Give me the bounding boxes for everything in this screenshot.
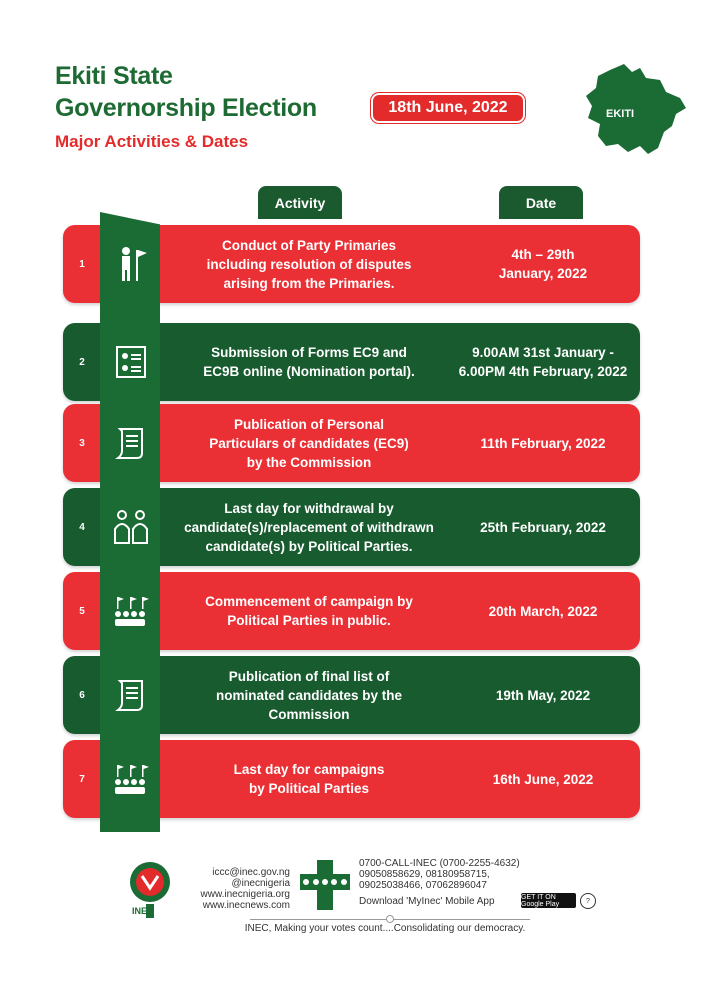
row-date: 20th March, 2022 bbox=[488, 603, 598, 619]
column-header-activity: Activity bbox=[258, 186, 342, 219]
row-activity: Last day for withdrawal by candidate(s)/replacement of withdrawn candidate(s) by Political Parties. bbox=[184, 500, 434, 554]
phone-numbers: 0700-CALL-INEC (0700-2255-4632) 09050858629, 08180958715, 09025038466, 07062896047 bbox=[359, 858, 520, 891]
row-activity: Last day for campaigns by Political Parties bbox=[233, 762, 385, 796]
candidates-icon bbox=[110, 506, 152, 548]
scroll-icon bbox=[110, 674, 152, 716]
row-date: 16th June, 2022 bbox=[492, 771, 594, 787]
title-line-2: Governorship Election bbox=[55, 94, 317, 122]
title-line-1: Ekiti State bbox=[55, 62, 173, 90]
tagline: INEC, Making your votes count....Consolidating our democracy. bbox=[244, 923, 526, 934]
page-subtitle: Major Activities & Dates bbox=[55, 132, 249, 151]
website-link-2[interactable]: www.inecnews.com bbox=[202, 900, 290, 911]
row-number: 4 bbox=[79, 521, 85, 533]
website-link-1[interactable]: www.inecnigeria.org bbox=[200, 889, 290, 900]
email-link[interactable]: iccc@inec.gov.ng bbox=[212, 867, 290, 878]
row-activity: Submission of Forms EC9 and EC9B online (Nomination portal). bbox=[203, 345, 415, 379]
row-number: 7 bbox=[79, 773, 85, 785]
page-title bbox=[55, 60, 317, 124]
crowd-flags-icon bbox=[110, 758, 152, 800]
row-date: 25th February, 2022 bbox=[480, 519, 606, 535]
column-header-date: Date bbox=[499, 186, 583, 219]
election-date-badge: 18th June, 2022 bbox=[371, 93, 525, 123]
row-number: 3 bbox=[79, 437, 85, 449]
row-date: 11th February, 2022 bbox=[480, 435, 606, 451]
social-cross-icon bbox=[300, 860, 350, 910]
row-activity: Publication of Personal Particulars of candidates (EC9) by the Commission bbox=[209, 416, 409, 470]
app-download-text: Download 'MyInec' Mobile App bbox=[359, 896, 495, 907]
row-number: 6 bbox=[79, 689, 85, 701]
row-activity: Conduct of Party Primaries including resolution of disputes arising from the Primaries. bbox=[206, 237, 412, 291]
row-date: 19th May, 2022 bbox=[495, 687, 591, 703]
map-label: EKITI bbox=[606, 108, 635, 120]
row-number: 1 bbox=[79, 258, 85, 270]
scroll-icon bbox=[110, 422, 152, 464]
google-play-button[interactable]: GET IT ON Google Play bbox=[521, 893, 576, 908]
row-number: 5 bbox=[79, 605, 85, 617]
row-activity: Publication of final list of nominated candidates by the Commission bbox=[215, 668, 403, 722]
id-document-icon bbox=[110, 341, 152, 383]
divider-dot bbox=[386, 915, 394, 923]
social-handle[interactable]: @inecnigeria bbox=[231, 878, 290, 889]
person-flag-icon bbox=[110, 243, 152, 285]
help-icon: ? bbox=[580, 893, 596, 909]
row-activity: Commencement of campaign by Political Parties in public. bbox=[205, 594, 413, 628]
inec-label: INEC bbox=[132, 906, 154, 916]
row-number: 2 bbox=[79, 356, 85, 368]
crowd-flags-icon bbox=[110, 590, 152, 632]
row-date: 9.00AM 31st January - 6.00PM 4th February, 2022 bbox=[458, 345, 628, 379]
contact-links bbox=[182, 867, 290, 911]
row-date: 4th – 29th January, 2022 bbox=[498, 247, 588, 281]
